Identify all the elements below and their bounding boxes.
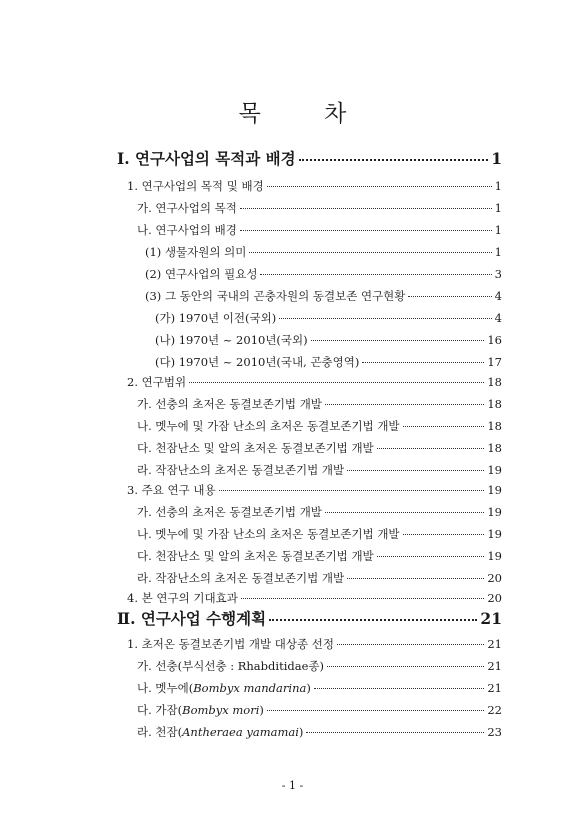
toc-entry-label: (다) 1970년 ~ 2010년(국내, 곤충영역) [155, 355, 360, 369]
toc-entry-page: 21 [487, 659, 502, 673]
toc-entry-page: 4 [494, 289, 502, 303]
dot-leader [267, 710, 484, 711]
dot-leader [279, 318, 491, 319]
toc-entry-label: (1) 생물자원의 의미 [145, 245, 247, 259]
toc-entry-page: 1 [494, 245, 502, 259]
dot-leader [260, 274, 491, 275]
toc-entry-page: 22 [487, 703, 502, 717]
dot-leader [306, 732, 484, 733]
toc-entry-label: 가. 선충의 초저온 동결보존기법 개발 [137, 505, 322, 519]
dot-leader [267, 186, 492, 187]
toc-entry-page: 18 [487, 441, 502, 455]
toc-entry-page: 1 [494, 179, 502, 193]
dot-leader [325, 404, 484, 405]
toc-entry[interactable] [127, 374, 502, 390]
toc-entry[interactable] [137, 462, 502, 478]
toc-entry-label: Ⅱ. 연구사업 수행계획 [117, 609, 267, 628]
toc-entry-label: 나. 멧누에 및 가잠 난소의 초저온 동결보존기법 개발 [137, 419, 400, 433]
toc-entry-label: 2. 연구범위 [127, 375, 187, 389]
toc-entry[interactable] [137, 658, 502, 674]
toc-entry-page: 18 [487, 375, 502, 389]
toc-chapter[interactable] [117, 607, 502, 629]
toc-entry[interactable] [137, 504, 502, 520]
toc-entry-label: 가. 선충의 초저온 동결보존기법 개발 [137, 397, 322, 411]
toc-entry-page: 19 [487, 505, 502, 519]
toc-entry[interactable] [137, 724, 502, 740]
toc-entry-page: 17 [487, 355, 502, 369]
dot-leader [403, 534, 485, 535]
toc-entry-page: 21 [487, 681, 502, 695]
toc-entry-label: (나) 1970년 ~ 2010년(국외) [155, 333, 308, 347]
toc-entry-page: 18 [487, 397, 502, 411]
dot-leader [327, 666, 484, 667]
toc-entry-page: 18 [487, 419, 502, 433]
toc-entry[interactable] [127, 178, 502, 194]
toc-entry-page: 3 [494, 267, 502, 281]
toc-entry-label: 다. 천잠난소 및 알의 초저온 동결보존기법 개발 [137, 549, 374, 563]
toc-entry[interactable] [137, 440, 502, 456]
toc-entry[interactable] [127, 636, 502, 652]
toc-entry-page: 21 [480, 609, 502, 628]
toc-entry[interactable] [145, 288, 502, 304]
dot-leader [377, 556, 485, 557]
toc-entry-page: 21 [487, 637, 502, 651]
toc-entry-label: 다. 가잠(Bombyx mori) [137, 703, 264, 717]
page-number: - 1 - [281, 779, 304, 792]
toc-entry-label: (2) 연구사업의 필요성 [145, 267, 258, 281]
dot-leader [189, 382, 484, 383]
toc-entry-page: 23 [487, 725, 502, 739]
dot-leader [408, 296, 491, 297]
toc-entry-page: 4 [494, 311, 502, 325]
toc-entry[interactable] [137, 396, 502, 412]
dot-leader [347, 470, 484, 471]
toc-entry-page: 1 [494, 201, 502, 215]
dot-leader [314, 688, 485, 689]
dot-leader [362, 362, 484, 363]
toc-entry-label: Ⅰ. 연구사업의 목적과 배경 [117, 149, 296, 168]
toc-entry[interactable] [137, 222, 502, 238]
toc-entry-label: 가. 연구사업의 목적 [137, 201, 237, 215]
toc-entry[interactable] [127, 482, 502, 498]
toc-entry[interactable] [145, 244, 502, 260]
toc-entry[interactable] [155, 310, 502, 326]
toc-entry-page: 20 [487, 591, 502, 605]
dot-leader [249, 252, 491, 253]
toc-entry[interactable] [137, 570, 502, 586]
dot-leader [311, 340, 485, 341]
toc-entry-label: 3. 주요 연구 내용 [127, 483, 216, 497]
toc-entry[interactable] [137, 702, 502, 718]
dot-leader [377, 448, 485, 449]
dot-leader [269, 619, 477, 621]
toc-entry[interactable] [137, 526, 502, 542]
toc-entry-page: 19 [487, 549, 502, 563]
toc-entry[interactable] [137, 418, 502, 434]
toc-entry-page: 1 [494, 223, 502, 237]
toc-entry-page: 1 [491, 149, 502, 168]
page-title: 목 차 [238, 101, 375, 127]
toc-entry-label: 나. 멧누에(Bombyx mandarina) [137, 681, 311, 695]
toc-entry[interactable] [137, 680, 502, 696]
toc-entry-page: 19 [487, 463, 502, 477]
toc-entry-label: 다. 천잠난소 및 알의 초저온 동결보존기법 개발 [137, 441, 374, 455]
dot-leader [240, 208, 492, 209]
dot-leader [337, 644, 484, 645]
dot-leader [240, 230, 492, 231]
toc-entry-label: 나. 멧누에 및 가잠 난소의 초저온 동결보존기법 개발 [137, 527, 400, 541]
toc-entry[interactable] [127, 590, 502, 606]
toc-chapter[interactable] [117, 147, 502, 169]
dot-leader [299, 159, 489, 161]
toc-entry-label: 라. 작잠난소의 초저온 동결보존기법 개발 [137, 571, 345, 585]
toc-entry[interactable] [155, 354, 502, 370]
toc-entry-label: (3) 그 동안의 국내의 곤충자원의 동결보존 연구현황 [145, 289, 406, 303]
toc-entry-label: 4. 본 연구의 기대효과 [127, 591, 238, 605]
toc-entry[interactable] [137, 548, 502, 564]
toc-entry-page: 16 [487, 333, 502, 347]
toc-entry-label: 1. 초저온 동결보존기법 개발 대상종 선정 [127, 637, 334, 651]
dot-leader [325, 512, 484, 513]
dot-leader [347, 578, 484, 579]
toc-entry-label: 가. 선충(부식선충 : Rhabditidae종) [137, 659, 324, 673]
toc-entry-page: 19 [487, 527, 502, 541]
toc-entry-label: 나. 연구사업의 배경 [137, 223, 237, 237]
toc-entry-label: 라. 천잠(Antheraea yamamai) [137, 725, 304, 739]
toc-entry-label: (가) 1970년 이전(국외) [155, 311, 277, 325]
toc-entry-page: 19 [487, 483, 502, 497]
dot-leader [403, 426, 485, 427]
toc-entry[interactable] [137, 200, 502, 216]
toc-entry[interactable] [155, 332, 502, 348]
dot-leader [219, 490, 485, 491]
toc-entry[interactable] [145, 266, 502, 282]
toc-entry-label: 1. 연구사업의 목적 및 배경 [127, 179, 264, 193]
toc-entry-label: 라. 작잠난소의 초저온 동결보존기법 개발 [137, 463, 345, 477]
dot-leader [241, 598, 485, 599]
toc-entry-page: 20 [487, 571, 502, 585]
